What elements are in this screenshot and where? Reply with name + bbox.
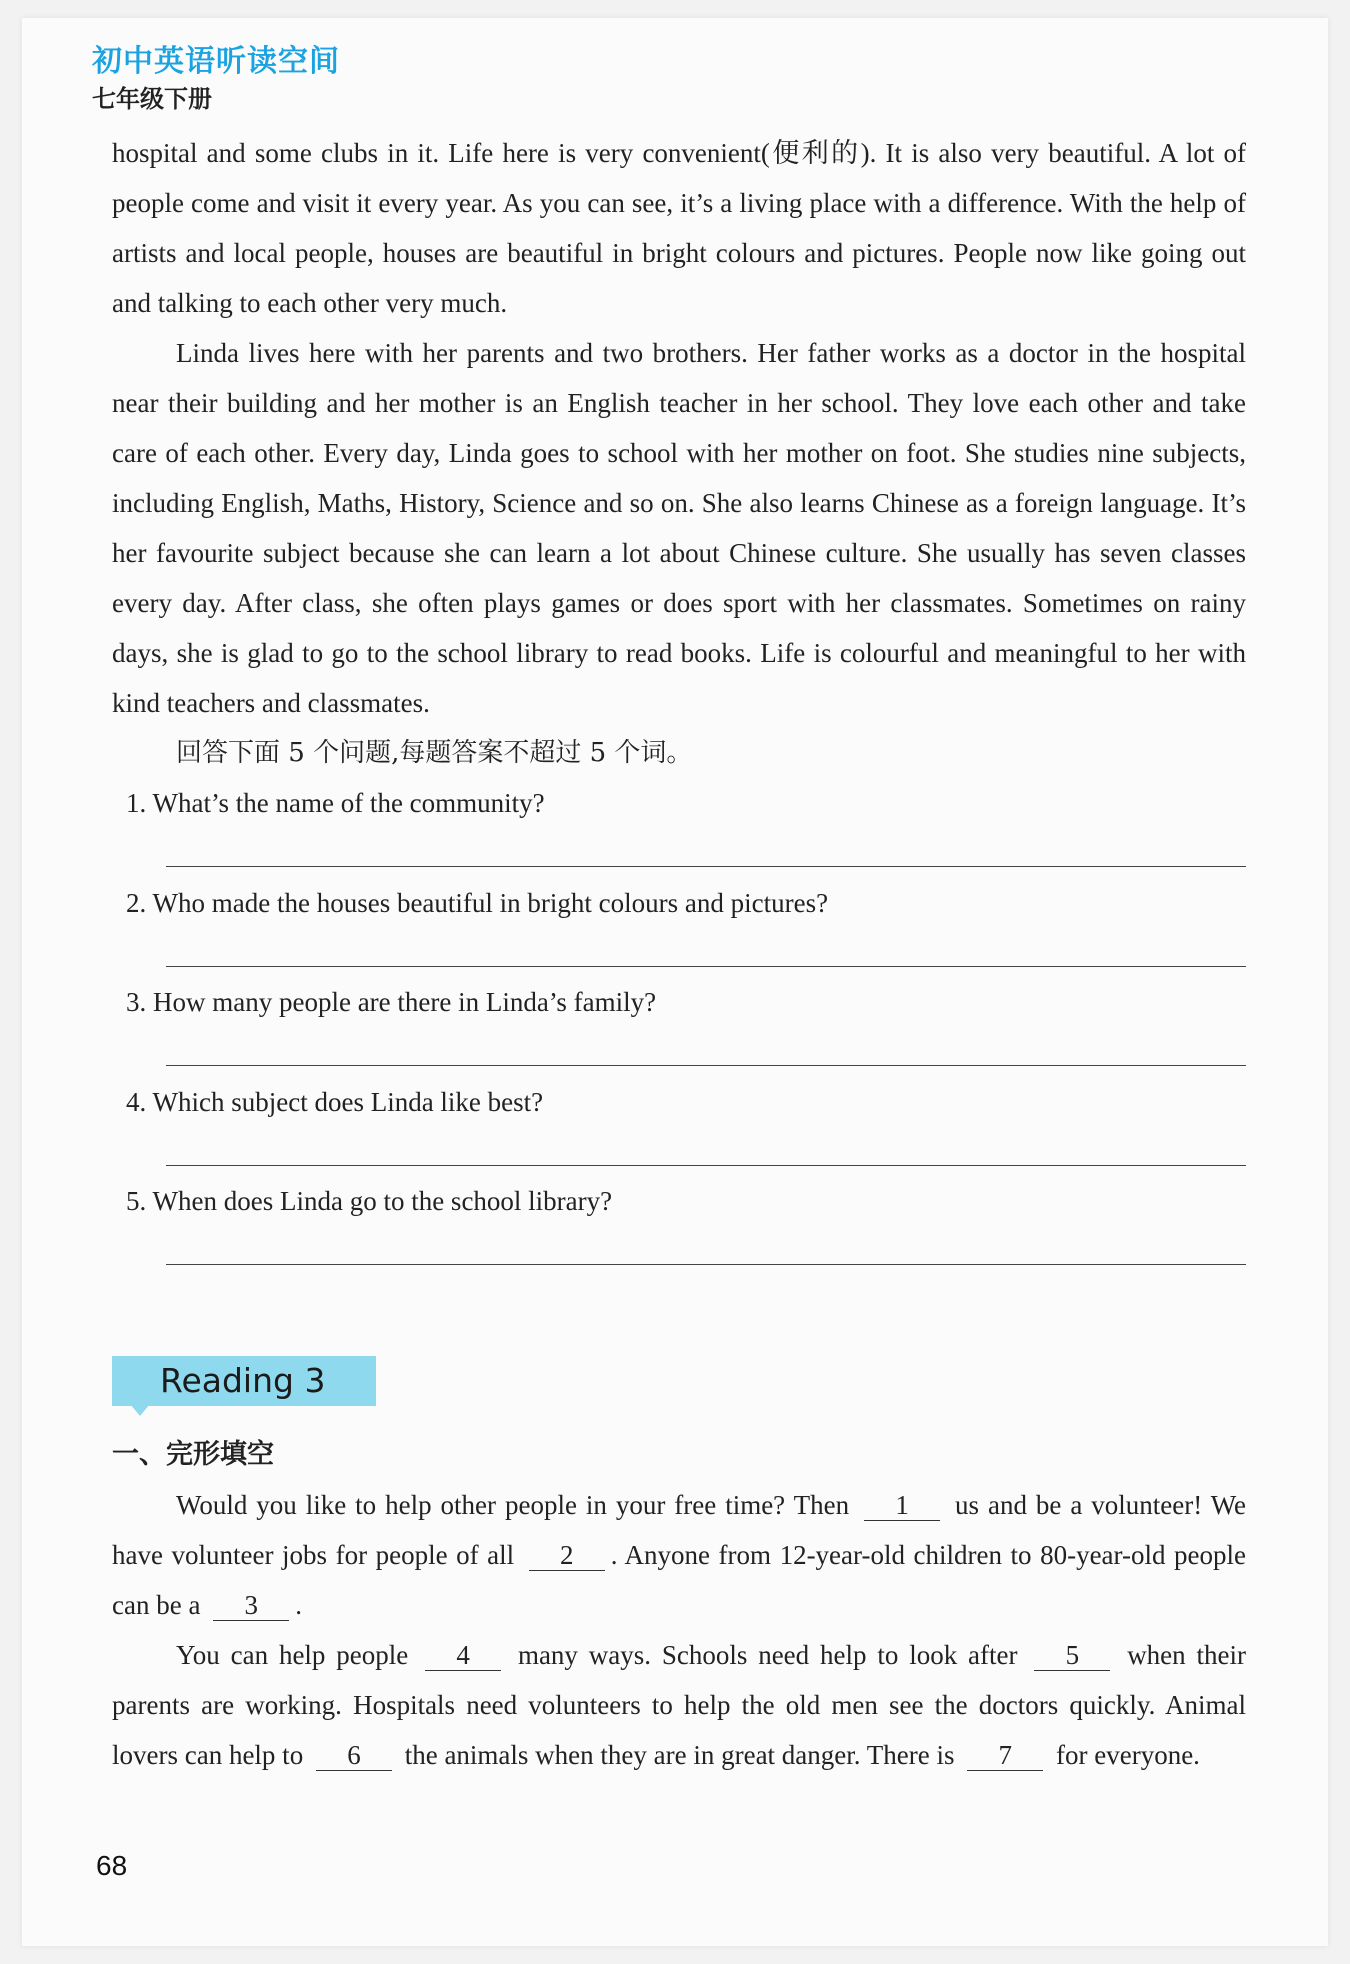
cloze-blank-5[interactable]: 5 [1034,1640,1110,1671]
cloze-paragraph-1 [112,1480,1246,1630]
cloze-text: Would you like to help other people in your free time? Then [176,1490,850,1520]
question-instruction: 回答下面 5 个问题,每题答案不超过 5 个词。 [176,738,693,768]
cloze-paragraph-2 [112,1630,1246,1780]
cloze-blank-3[interactable]: 3 [213,1590,289,1621]
question-text: 2. Who made the houses beautiful in bright colours and pictures? [126,887,829,918]
question-text: 1. What’s the name of the community? [126,788,545,818]
section-banner-label: Reading 3 [160,1361,326,1400]
passage-paragraph-2: Linda lives here with her parents and two brothers. Her father works as a doctor in the hospital near their building and her mother is an English teacher in her school. They love each other and take care of each other. Every day, Linda goes to school with her mother on foot. She studies nine subjects, including English, Maths, History, Science and so on. She also learns Chinese as a foreign language. It’s her favourite subject because she can learn a lot about Chinese culture. She usually has seven classes every day. After class, she often plays games or does sport with her classmates. Sometimes on rainy days, she is glad to go to the school library to read books. Life is colourful and meaningful to her with kind teachers and classmates. [112,338,1246,718]
reading-passage [112,128,1246,1276]
answer-line[interactable] [166,1264,1246,1265]
answer-line[interactable] [166,1165,1246,1166]
answer-line[interactable] [166,1065,1246,1066]
cloze-text: . [295,1590,302,1620]
cloze-text: many ways. Schools need help to look after [517,1640,1018,1670]
cloze-text: the animals when they are in great danger. There is [404,1740,955,1770]
cloze-blank-6[interactable]: 6 [316,1740,392,1771]
series-title: 初中英语听读空间 [92,44,340,79]
question-list [112,778,1246,1276]
question-item [112,778,1246,878]
question-item [112,1077,1246,1177]
cloze-section-title: 一、完形填空 [112,1439,274,1470]
banner-tail-shape [130,1404,150,1416]
question-item [112,977,1246,1077]
answer-line[interactable] [166,966,1246,967]
cloze-blank-4[interactable]: 4 [425,1640,501,1671]
question-item [112,1176,1246,1276]
cloze-blank-2[interactable]: 2 [529,1540,605,1571]
cloze-text: . Anyone from 12-year-old children to 80-year-old people can be a [112,1540,1246,1620]
question-text: 4. Which subject does Linda like best? [126,1086,544,1117]
question-item [112,878,1246,978]
passage-paragraph-1: hospital and some clubs in it. Life here is very convenient(便利的). It is also very beautiful. A lot of people come and visit it every year. As you can see, it’s a living place with a difference. With the help of artists and local people, houses are beautiful in bright colours and pictures. People now like going out and talking to each other very much. [112,138,1246,318]
grade-label: 七年级下册 [92,84,212,113]
page-number: 68 [96,1850,128,1881]
question-text: 5. When does Linda go to the school library? [126,1186,613,1216]
cloze-text: You can help people [176,1640,409,1670]
cloze-passage [112,1480,1246,1780]
cloze-blank-1[interactable]: 1 [864,1490,940,1521]
cloze-text: us and be a volunteer! We have volunteer jobs for people of all [112,1490,1246,1570]
page-header [92,44,340,116]
cloze-text: for everyone. [1056,1740,1200,1770]
cloze-text: when their parents are working. Hospitals need volunteers to help the old men see the doctors quickly. Animal lovers can help to [112,1640,1246,1770]
question-text: 3. How many people are there in Linda’s family? [126,987,657,1017]
cloze-blank-7[interactable]: 7 [967,1740,1043,1771]
answer-line[interactable] [166,866,1246,867]
